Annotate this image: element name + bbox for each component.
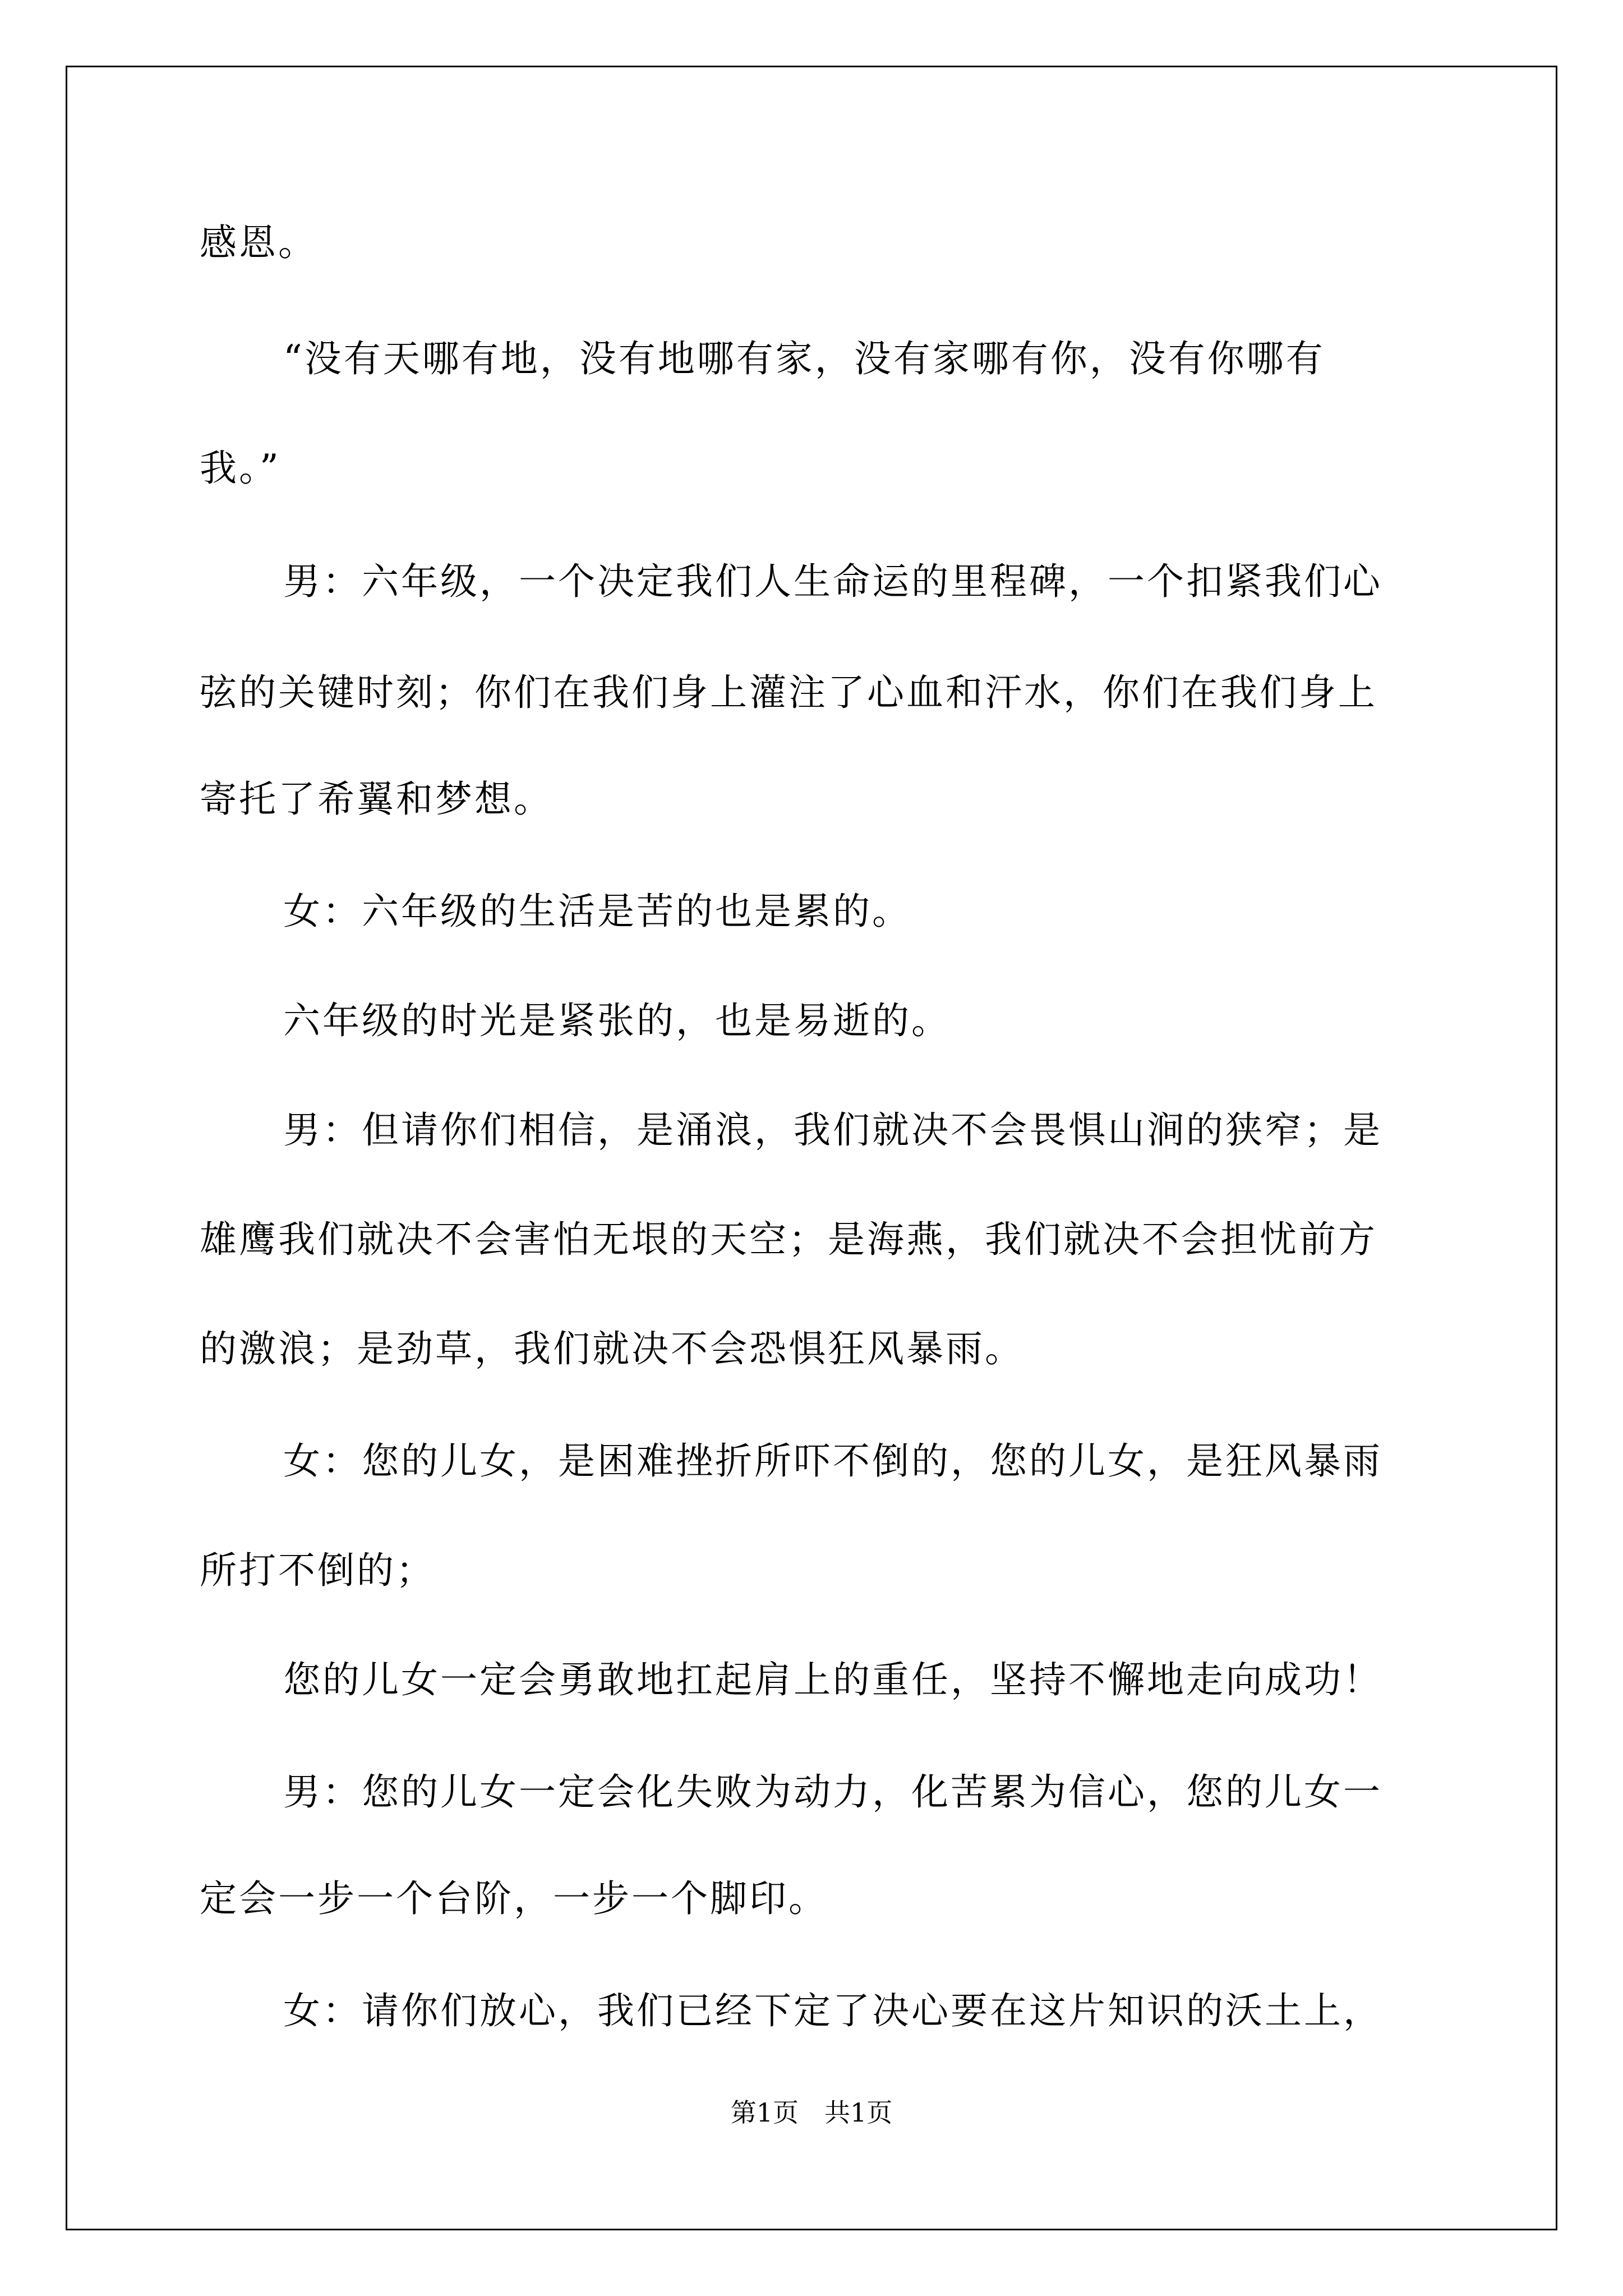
text-line: 雄鹰我们就决不会害怕无垠的天空；是海燕，我们就决不会担忧前方 [200,1218,1377,1261]
text-line: 感恩。 [200,221,317,264]
text-line: 女：请你们放心，我们已经下定了决心要在这片知识的沃土上， [283,1989,1382,2032]
text-line: 女：您的儿女，是困难挫折所吓不倒的，您的儿女，是狂风暴雨 [283,1439,1382,1483]
text-line: 六年级的时光是紧张的，也是易逝的。 [283,999,951,1042]
text-line: “没有天哪有地，没有地哪有家，没有家哪有你，没有你哪有 [283,337,1325,380]
text-line: 男：但请你们相信，是涌浪，我们就决不会畏惧山涧的狭窄；是 [283,1108,1382,1152]
text-line: 寄托了希翼和梦想。 [200,777,553,821]
text-line: 定会一步一个台阶，一步一个脚印。 [200,1877,828,1920]
text-line: 弦的关键时刻；你们在我们身上灌注了心血和汗水，你们在我们身上 [200,671,1377,714]
text-line: 男：六年级，一个决定我们人生命运的里程碑，一个扣紧我们心 [283,560,1382,603]
text-line: 女：六年级的生活是苦的也是累的。 [283,890,911,933]
text-line: 您的儿女一定会勇敢地扛起肩上的重任，坚持不懈地走向成功！ [283,1658,1382,1701]
text-line: 所打不倒的； [200,1549,435,1592]
text-line: 的激浪；是劲草，我们就决不会恐惧狂风暴雨。 [200,1327,1024,1370]
page-footer: 第1页 共1页 [730,2097,893,2128]
text-line: 我。” [200,447,281,490]
text-line: 男：您的儿女一定会化失败为动力，化苦累为信心，您的儿女一 [283,1770,1382,1814]
